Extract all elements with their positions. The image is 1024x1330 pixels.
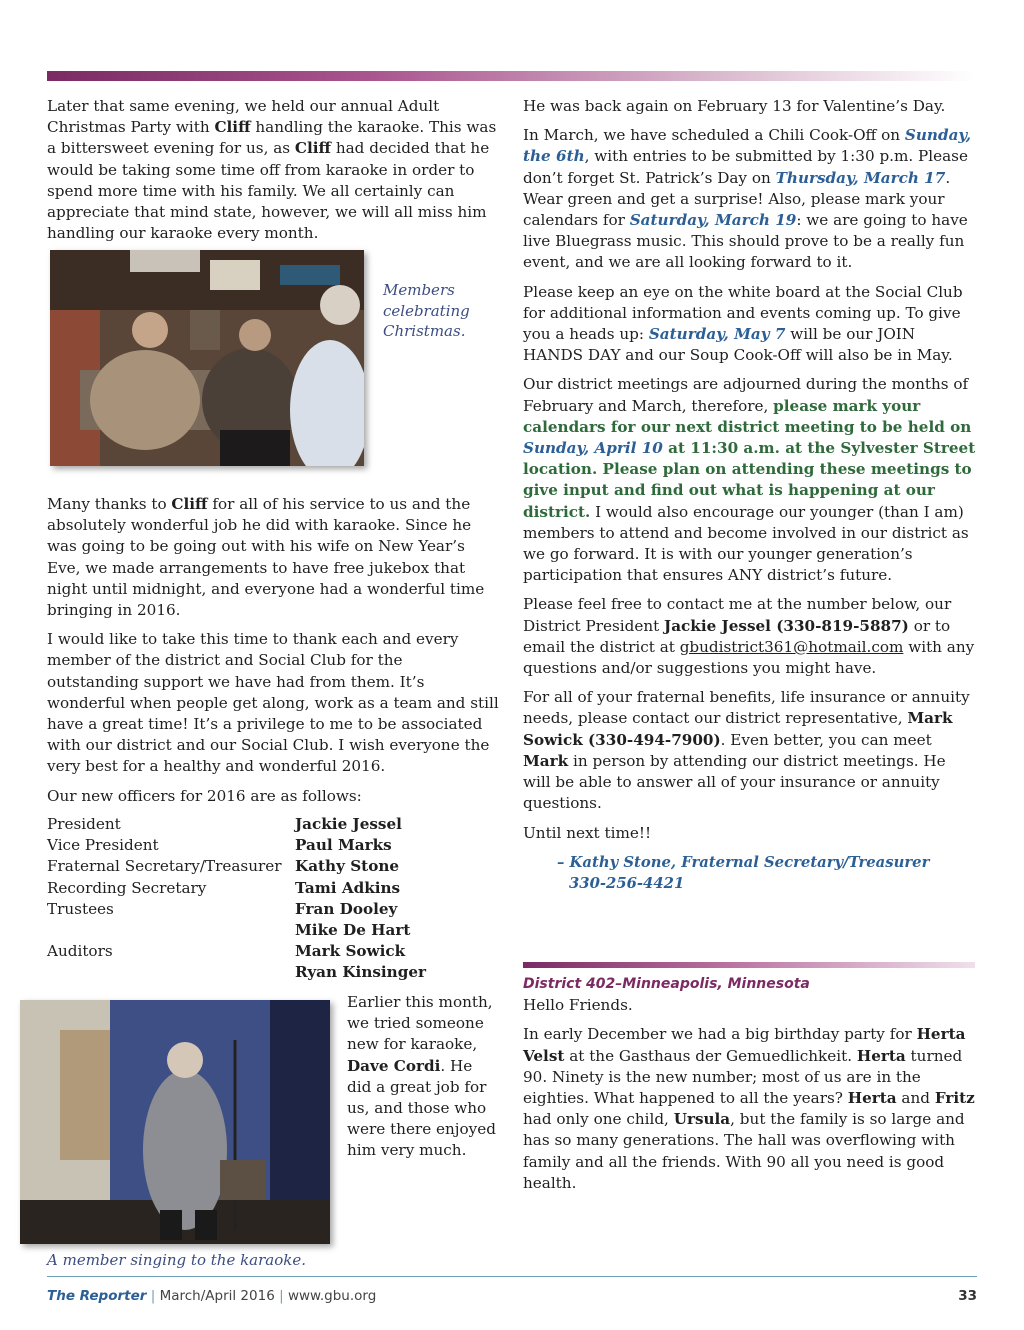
section-divider <box>523 962 975 968</box>
officer-row <box>47 920 499 941</box>
representative-contact: Mark Sowick (330-494-7900) <box>523 709 953 749</box>
footer-left <box>47 1288 376 1304</box>
email-link[interactable]: gbudistrict361@hotmail.com <box>679 637 904 656</box>
text: at the Gasthaus der Gemuedlichkeit. <box>564 1046 857 1065</box>
event-date: Sunday, April 10 <box>523 439 663 458</box>
signature-phone: 330-256-4421 <box>569 874 685 892</box>
event-date: Thursday, March 17 <box>775 168 946 187</box>
issue-date: March/April 2016 <box>159 1288 275 1304</box>
right-column <box>523 96 977 894</box>
karaoke-paragraph <box>347 992 501 1170</box>
officer-role: Auditors <box>47 942 113 961</box>
officer-row <box>47 814 499 835</box>
officer-name: Paul Marks <box>295 836 392 855</box>
text: For all of your fraternal benefits, life insurance or annuity needs, please contact our district representative, <box>523 688 970 728</box>
event-date: Saturday, March 19 <box>629 211 797 230</box>
event-date: Saturday, May 7 <box>648 325 786 344</box>
text: Many thanks to <box>47 495 172 513</box>
page-footer <box>47 1288 977 1304</box>
name-cliff: Cliff <box>294 139 331 158</box>
text: , with entries to be submitted by 1:30 p.m. Please don’t forget St. Patrick’s Day on <box>523 147 968 187</box>
text: turned 90. Ninety is the new number; most of us are in the eighties. What happened to all the years? <box>523 1046 963 1108</box>
paragraph <box>523 125 977 273</box>
text: Please keep an eye on the white board at the Social Club for additional information and events coming up. To give you a heads up: <box>523 282 963 344</box>
paragraph <box>523 1024 977 1194</box>
officer-role <box>47 962 295 983</box>
text: Our district meetings are adjourned during the months of February and March, therefore, <box>523 375 969 415</box>
party-photo-image <box>50 250 364 466</box>
signature <box>523 852 977 894</box>
text: . Even better, you can meet <box>720 730 932 749</box>
officer-row <box>47 941 499 962</box>
text: with any questions and/or suggestions you might have. <box>523 637 975 678</box>
text: , but the family is so large and has so many generations. The hall was overflowing with family and all the friends. With 90 all you need is good health. <box>523 1110 965 1192</box>
text: In early December we had a big birthday party for <box>523 1025 917 1044</box>
officer-role: Vice President <box>47 836 159 855</box>
paragraph <box>523 374 977 586</box>
left-paragraphs-2 <box>47 494 499 815</box>
paragraph <box>523 282 977 367</box>
name-mark: Mark <box>523 751 569 770</box>
name-herta: Herta Velst <box>523 1025 966 1065</box>
text: for all of his service to us and the absolutely wonderful job he did with karaoke. Since he was going to be going out with his wife on New Year’s Eve, we made arrangements to have free jukebox that night until midnight, and everyone had a wonderful time bringing in 2016. <box>47 495 485 620</box>
photo-caption-karaoke: A member singing to the karaoke. <box>47 1251 306 1269</box>
paragraph: He was back again on February 13 for Valentine’s Day. <box>523 97 946 115</box>
page-number: 33 <box>958 1288 977 1304</box>
paragraph <box>347 992 501 1162</box>
name-herta: Herta <box>847 1089 897 1108</box>
text: handling the karaoke. This was a bittersweet evening for us, as <box>47 118 497 158</box>
text: . Wear green and get a surprise! Also, please mark your calendars for <box>523 168 951 230</box>
text: . He did a great job for us, and those who were there enjoyed him very much. <box>347 1056 496 1160</box>
name-fritz: Fritz <box>934 1089 975 1108</box>
section-title: District 402–Minneapolis, Minnesota <box>523 976 810 992</box>
footer-separator: | <box>150 1288 156 1304</box>
paragraph: Hello Friends. <box>523 996 633 1015</box>
paragraph <box>47 96 499 244</box>
name-cliff: Cliff <box>171 495 208 513</box>
name-cliff: Cliff <box>214 118 251 137</box>
paragraph <box>523 594 977 679</box>
paragraph <box>47 494 499 621</box>
officer-name: Ryan Kinsinger <box>295 963 427 982</box>
top-accent-bar <box>47 71 975 81</box>
officer-row <box>47 899 499 920</box>
president-contact: Jackie Jessel (330-819-5887) <box>664 616 909 635</box>
officer-name: Fran Dooley <box>295 899 398 918</box>
text: had decided that he would be taking some time off from karaoke in order to spend more time with his family. We all certainly can appreciate that mind state, however, we will all miss him handling our karaoke every month. <box>47 139 490 243</box>
website-link[interactable]: www.gbu.org <box>287 1288 377 1304</box>
text: : we are going to have live Bluegrass music. This should prove to be a really fun event, and we are all looking forward to it. <box>523 211 968 272</box>
photo-caption-christmas: Members celebrating Christmas. <box>383 281 470 340</box>
officer-role: President <box>47 815 121 833</box>
karaoke-singer-photo <box>20 1000 330 1244</box>
footer-rule <box>47 1276 977 1277</box>
text: In March, we have scheduled a Chili Cook-Off on <box>523 126 905 145</box>
meeting-notice: please mark your calendars for our next district meeting to be held on <box>523 396 972 436</box>
publication-name: The Reporter <box>47 1288 147 1304</box>
text: and <box>896 1089 935 1108</box>
officers-list <box>47 814 499 984</box>
name-ursula: Ursula <box>673 1110 731 1129</box>
officer-name: Jackie Jessel <box>295 815 402 833</box>
paragraph: Until next time!! <box>523 823 652 842</box>
name-herta: Herta <box>856 1046 906 1065</box>
text: or to email the district at <box>523 616 951 656</box>
paragraph: I would like to take this time to thank each and every member of the district and Social Club for the outstanding support we have had from them. It’s wonderful when people get along, work as a team and still have a great time! It’s a privilege to me to be associated with our district and our Social Club. I wish everyone the very best for a healthy and wonderful 2016. <box>47 630 499 776</box>
text: Earlier this month, we tried someone new for karaoke, <box>347 993 493 1054</box>
text: will be our JOIN HANDS DAY and our Soup Cook-Off will also be in May. <box>523 325 953 365</box>
text: in person by attending our district meetings. He will be able to answer all of your insurance or annuity questions. <box>523 751 946 813</box>
footer-separator: | <box>279 1288 284 1304</box>
text: Later that same evening, we held our annual Adult Christmas Party with <box>47 97 440 137</box>
officer-name: Kathy Stone <box>295 857 400 876</box>
text: I would also encourage our younger (than I am) members to attend and become involved in our district as we go forward. It is with our younger generation’s participation that ensures ANY district’s future. <box>523 502 969 585</box>
officer-row <box>47 878 499 899</box>
karaoke-photo-image <box>20 1000 330 1244</box>
text: Please feel free to contact me at the number below, our District President <box>523 595 952 635</box>
christmas-party-photo <box>50 250 364 466</box>
officer-row <box>47 962 499 983</box>
name-dave-cordi: Dave Cordi <box>347 1056 441 1075</box>
officer-name: Mike De Hart <box>295 920 411 939</box>
officer-role: Fraternal Secretary/Treasurer <box>47 857 282 876</box>
meeting-notice: at 11:30 a.m. at the Sylvester Street location. Please plan on attending these meetings to give input and find out what is happening at our district. <box>523 439 976 521</box>
text: had only one child, <box>523 1110 674 1129</box>
paragraph: Our new officers for 2016 are as follows: <box>47 786 362 805</box>
district-402-section <box>523 974 977 1202</box>
left-paragraph-1 <box>47 96 499 252</box>
paragraph <box>523 687 977 814</box>
signature-name: – Kathy Stone, Fraternal Secretary/Treasurer <box>557 853 930 871</box>
officer-role: Trustees <box>47 899 114 918</box>
officer-role <box>47 920 295 941</box>
officer-name: Tami Adkins <box>295 878 401 897</box>
officer-row <box>47 856 499 877</box>
officer-name: Mark Sowick <box>295 942 406 961</box>
officer-row <box>47 835 499 856</box>
officer-role: Recording Secretary <box>47 878 207 897</box>
event-date: Sunday, the 6th <box>523 126 972 166</box>
